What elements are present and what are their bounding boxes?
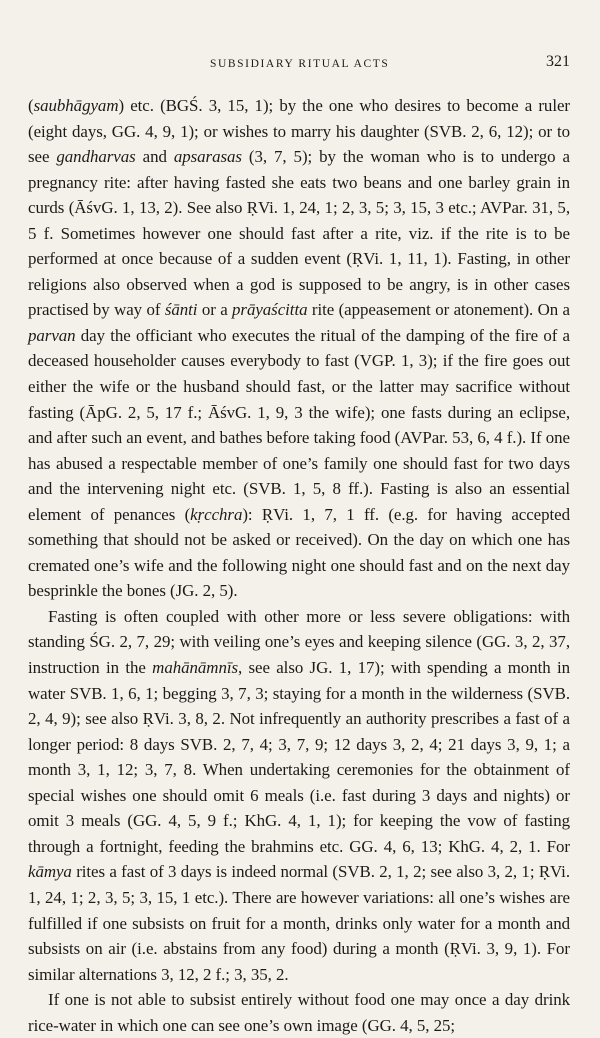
page-number: 321 [546, 53, 570, 70]
text-run: (3, 7, 5); by the woman who is to undergo a pregnancy rite: after having fasted she eats two beans and one barley grain in curds (ĀśvG. 1, 13, 2). See also ṚVi. 1, 24, 1; 2, 3, 5; 3, 15, 3 etc.; AVPar. 31, 5, 5 f. Sometimes however one should fast after a rite, viz. if the rite is to be performed at once because of a sudden event (ṚVi. 1, 11, 1). Fasting, in other religions also observed when a god is supposed to be angry, is in other cases practised by way of [28, 147, 570, 320]
running-head [0, 53, 600, 80]
text-run: rite (appeasement or atonement). On a [307, 300, 570, 320]
text-run: If one is not able to subsist entirely without food one may once a day drink rice-water in which one can see one’s own image (GG. 4, 5, 25; [28, 990, 570, 1035]
italic-term: kṛcchra [190, 504, 243, 524]
italic-term: saubhāgyam [33, 96, 119, 115]
paragraph-1 [28, 93, 570, 604]
italic-term: prāyaścitta [232, 300, 308, 320]
italic-term: mahānāmnīs [152, 658, 239, 678]
body-text [28, 93, 570, 1038]
text-run: rites a fast of 3 days is indeed normal (SVB. 2, 1, 2; see also 3, 2, 1; ṚVi. 1, 24, 1; 2, 3, 5; 3, 15, 1 etc.). There are however variations: all one’s wishes are fulfilled if one subsists on fruit for a month, drinks only water for a month and subsists on air (i.e. abstains from any food) during a month (ṚVi. 3, 9, 1). For similar alternations 3, 12, 2 f.; 3, 35, 2. [28, 862, 570, 984]
paragraph-2 [28, 604, 570, 987]
italic-term: parvan [28, 325, 76, 345]
text-run: ( [28, 96, 34, 115]
text-run: ): ṚVi. 1, 7, 1 ff. (e.g. for having accepted something that should not be asked or received). On the day on which one has cremated one’s wife and the following night one should fast and on the next day besprinkle the bones (JG. 2, 5). [28, 504, 570, 601]
italic-term: śānti [164, 300, 198, 320]
text-run: or a [197, 300, 233, 320]
italic-term: apsarasas [173, 147, 242, 167]
text-run: , see also JG. 1, 17); with spending a month in water SVB. 1, 6, 1; begging 3, 7, 3; staying for a month in the wilderness (SVB. 2, 4, 9); see also ṚVi. 3, 8, 2. Not infrequently an authority prescribes a fast of a longer period: 8 days SVB. 2, 7, 4; 3, 7, 9; 12 days 3, 2, 4; 21 days 3, 9, 1; a month 3, 1, 12; 3, 7, 8. When undertaking ceremonies for the obtainment of special wishes one should omit 6 meals (i.e. fast during 3 days and nights) or omit 3 meals (GG. 4, 5, 9 f.; KhG. 4, 1, 1); for keeping the vow of fasting through a fortnight, feeding the brahmins etc. GG. 4, 6, 13; KhG. 4, 2, 1. For [28, 658, 570, 856]
text-run: Fasting is often coupled with other more or less severe obligations: with standing ŚG. 2, 7, 29; with veiling one’s eyes and keeping silence (GG. 3, 2, 37, instruction in the [28, 606, 570, 678]
running-title: SUBSIDIARY RITUAL ACTS [210, 58, 390, 70]
italic-term: gandharvas [56, 147, 136, 167]
text-run: ) etc. (BGŚ. 3, 15, 1); by the one who desires to become a ruler (eight days, GG. 4, 9, 1); or wishes to marry his daughter (SVB. 2, 6, 12); or to see [28, 96, 570, 167]
text-run: day the officiant who executes the ritual of the damping of the fire of a deceased householder causes everybody to fast (VGP. 1, 3); if the fire goes out either the wife or the husband should fast, or the latter may sacrifice without fasting (ĀpG. 2, 5, 17 f.; ĀśvG. 1, 9, 3 the wife); one fasts during an eclipse, and after such an event, and bathes before taking food (AVPar. 53, 6, 4 f.). If one has abused a respectable member of one’s family one should fast for two days and the intervening night etc. (SVB. 1, 5, 8 ff.). Fasting is also an essential element of penances ( [28, 325, 570, 524]
italic-term: kāmya [28, 862, 72, 882]
text-run: and [135, 147, 174, 167]
paragraph-3 [28, 987, 570, 1038]
